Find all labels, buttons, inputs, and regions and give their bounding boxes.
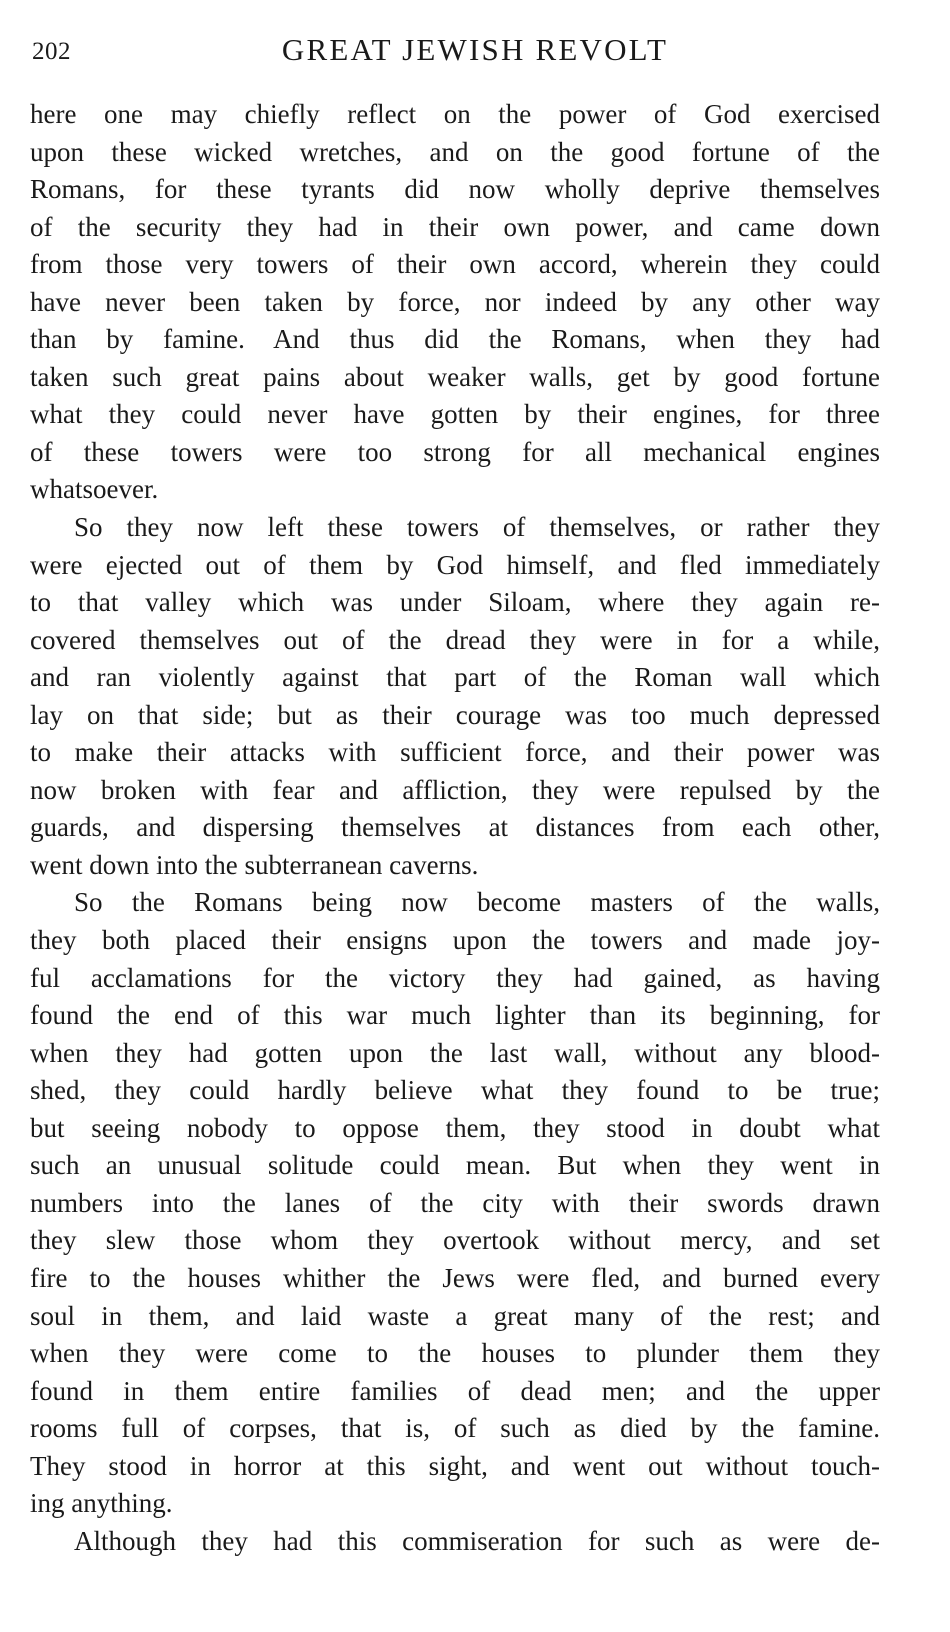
text-line: upon these wicked wretches, and on the good fortune of the <box>30 136 880 167</box>
text-line: shed, they could hardly believe what they found to be true; <box>30 1075 880 1106</box>
text-line: went down into the subterranean caverns. <box>30 849 479 880</box>
text-line: Romans, for these tyrants did now wholly deprive themselves <box>30 174 880 205</box>
page-number: 202 <box>32 38 71 65</box>
text-line: when they had gotten upon the last wall, without any blood- <box>30 1037 880 1068</box>
running-head <box>30 28 880 72</box>
text-line: from those very towers of their own accord, wherein they could <box>30 249 880 280</box>
text-line: now broken with fear and affliction, they were repulsed by the <box>30 774 880 805</box>
text-line: than by famine. And thus did the Romans, when they had <box>30 324 880 355</box>
paragraph-2 <box>30 509 880 884</box>
text-line: ful acclamations for the victory they had gained, as having <box>30 962 880 993</box>
text-line: numbers into the lanes of the city with their swords drawn <box>30 1187 880 1218</box>
text-line: fire to the houses whither the Jews were fled, and burned every <box>30 1262 880 1293</box>
text-line: they both placed their ensigns upon the towers and made joy- <box>30 925 880 956</box>
text-line: ing anything. <box>30 1488 173 1519</box>
text-line: they slew those whom they overtook without mercy, and set <box>30 1225 880 1256</box>
text-line: whatsoever. <box>30 474 159 505</box>
body-text <box>30 96 880 1560</box>
text-line: and ran violently against that part of the Roman wall which <box>30 662 880 693</box>
text-line: have never been taken by force, nor indeed by any other way <box>30 286 880 317</box>
text-line: of these towers were too strong for all mechanical engines <box>30 436 880 467</box>
text-line: to that valley which was under Siloam, where they again re- <box>30 587 880 618</box>
text-line: rooms full of corpses, that is, of such as died by the famine. <box>30 1413 880 1444</box>
text-line: here one may chiefly reflect on the power of God exercised <box>30 99 880 129</box>
text-line: to make their attacks with sufficient force, and their power was <box>30 737 880 768</box>
text-line: soul in them, and laid waste a great many of the rest; and <box>30 1300 880 1331</box>
text-line: what they could never have gotten by their engines, for three <box>30 399 880 430</box>
text-line: So they now left these towers of themselves, or rather they <box>74 512 880 543</box>
paragraph-3 <box>30 884 880 1522</box>
book-page <box>30 28 880 1560</box>
text-line: taken such great pains about weaker walls, get by good fortune <box>30 361 880 392</box>
text-line: such an unusual solitude could mean. But when they went in <box>30 1150 880 1181</box>
text-line: guards, and dispersing themselves at distances from each other, <box>30 812 880 843</box>
text-line: found the end of this war much lighter than its beginning, for <box>30 1000 880 1031</box>
text-line: were ejected out of them by God himself, and fled immediately <box>30 549 880 580</box>
paragraph-1 <box>30 96 880 509</box>
text-line: of the security they had in their own power, and came down <box>30 211 880 242</box>
text-line: Although they had this commiseration for such as were de- <box>74 1525 880 1556</box>
text-line: lay on that side; but as their courage was too much depressed <box>30 699 880 730</box>
text-line: covered themselves out of the dread they were in for a while, <box>30 624 880 655</box>
text-line: So the Romans being now become masters of the walls, <box>74 887 880 918</box>
text-line: found in them entire families of dead men; and the upper <box>30 1375 880 1406</box>
running-title: GREAT JEWISH REVOLT <box>281 32 669 67</box>
text-line: They stood in horror at this sight, and went out without touch- <box>30 1450 880 1481</box>
text-line: but seeing nobody to oppose them, they stood in doubt what <box>30 1112 880 1143</box>
text-line: when they were come to the houses to plunder them they <box>30 1338 880 1369</box>
paragraph-4 <box>30 1523 880 1561</box>
